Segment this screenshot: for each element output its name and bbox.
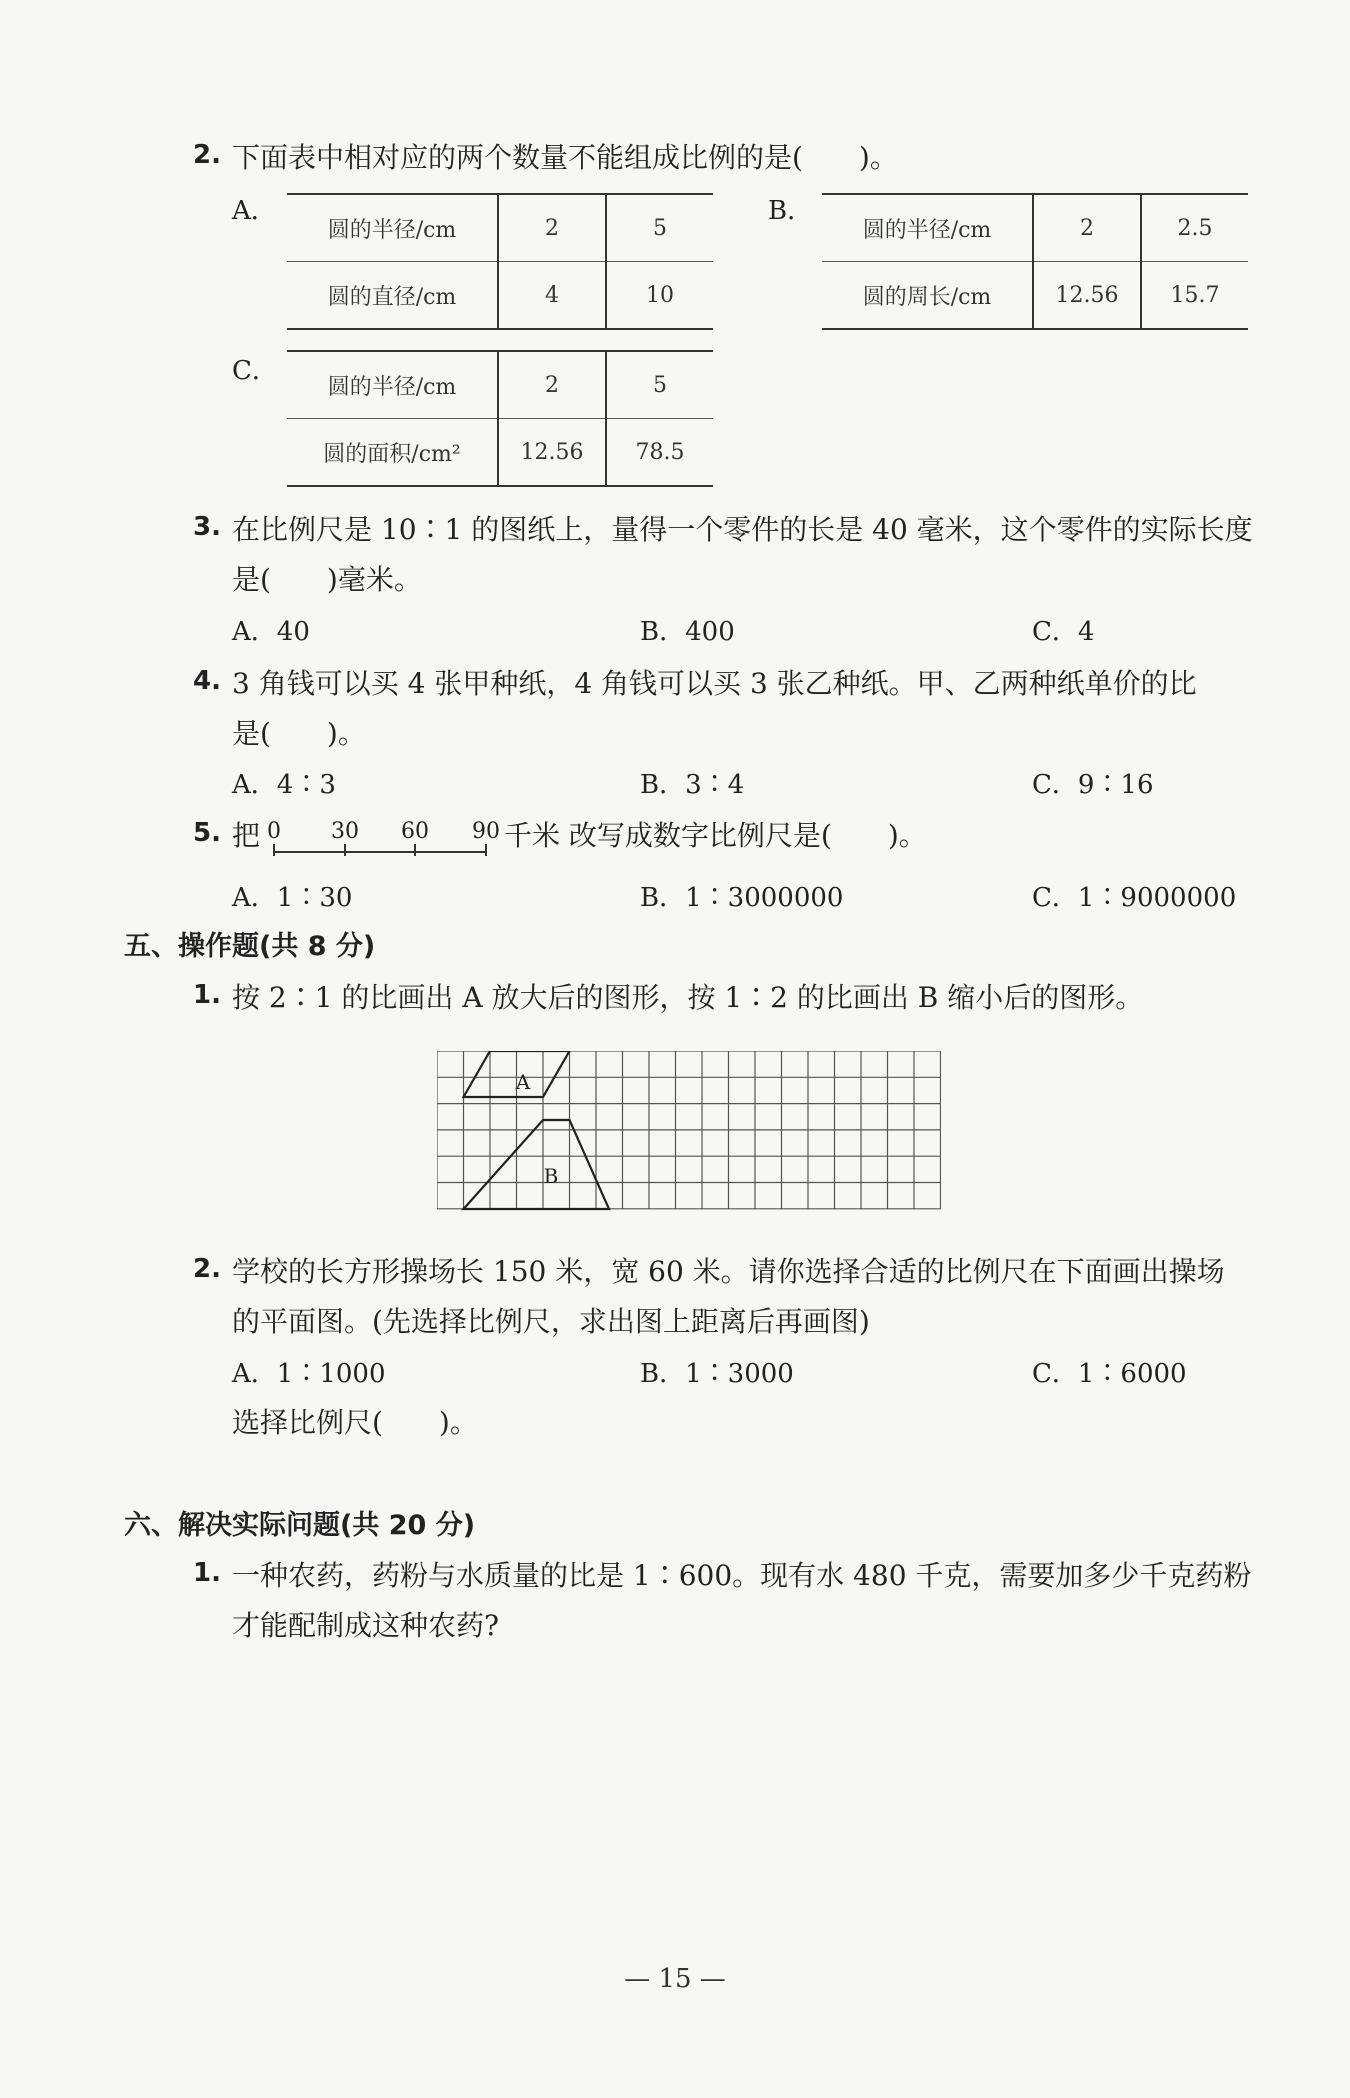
q2-text: 下面表中相对应的两个数量不能组成比例的是( )。 — [232, 141, 898, 174]
s5-q2-number: 2. — [193, 1254, 221, 1284]
q2-option-a-label: A． — [232, 196, 277, 226]
q5-option-b: B．1∶3000000 — [640, 883, 844, 913]
q4-number: 4. — [193, 666, 221, 696]
q4-option-b: B．3∶4 — [640, 770, 745, 800]
s5-q2-line1: 学校的长方形操场长 150 米，宽 60 米。请你选择合适的比例尺在下面画出操场 — [232, 1255, 1225, 1288]
shape-b-trapezoid — [464, 1120, 610, 1209]
s5-q2-line2: 的平面图。(先选择比例尺，求出图上距离后再画图) — [232, 1305, 870, 1338]
q5-number: 5. — [193, 818, 221, 848]
shape-a-label: A — [515, 1070, 531, 1094]
table-cell: 12.56 — [498, 419, 606, 487]
table-row — [287, 262, 713, 330]
q3-line1: 在比例尺是 10∶1 的图纸上，量得一个零件的长是 40 毫米，这个零件的实际长度 — [232, 513, 1253, 546]
table-cell: 10 — [606, 262, 713, 330]
q4-option-c: C．9∶16 — [1032, 770, 1154, 800]
q2-option-c-table — [287, 350, 713, 487]
s5-q2-option-a: A．1∶1000 — [232, 1359, 386, 1389]
q3-option-b: B．400 — [640, 617, 735, 647]
q3-option-a: A．40 — [232, 617, 310, 647]
q3-option-c: C．4 — [1032, 617, 1095, 647]
q3-line2: 是( )毫米。 — [232, 563, 422, 596]
q2-option-b-table — [822, 193, 1248, 330]
table-row — [287, 194, 713, 262]
scale-tick-label: 30 — [331, 819, 359, 844]
q4-line2: 是( )。 — [232, 717, 366, 750]
table-cell: 2 — [498, 194, 606, 262]
q4-option-a: A．4∶3 — [232, 770, 336, 800]
table-cell: 12.56 — [1033, 262, 1141, 330]
table-row — [822, 194, 1248, 262]
s5-q1-text: 按 2∶1 的比画出 A 放大后的图形，按 1∶2 的比画出 B 缩小后的图形。 — [232, 981, 1144, 1014]
s5-q2-option-b: B．1∶3000 — [640, 1359, 794, 1389]
s6-q1-line2: 才能配制成这种农药? — [232, 1609, 500, 1642]
q5-suffix: 千米 改写成数字比例尺是( )。 — [504, 819, 927, 852]
table-cell: 2.5 — [1141, 194, 1248, 262]
table-cell: 圆的直径/cm — [287, 262, 498, 330]
s6-q1-number: 1. — [193, 1558, 221, 1588]
drawing-grid — [437, 1051, 941, 1211]
q3-number: 3. — [193, 512, 221, 542]
table-cell: 78.5 — [606, 419, 713, 487]
table-cell: 5 — [606, 194, 713, 262]
s5-q2-option-c: C．1∶6000 — [1032, 1359, 1187, 1389]
scale-tick-label: 0 — [267, 819, 281, 844]
table-cell: 圆的周长/cm — [822, 262, 1033, 330]
shape-b-label: B — [543, 1164, 559, 1188]
page-number: — 15 — — [624, 1964, 726, 1994]
q4-line1: 3 角钱可以买 4 张甲种纸，4 角钱可以买 3 张乙种纸。甲、乙两种纸单价的比 — [232, 667, 1197, 700]
table-cell: 5 — [606, 351, 713, 419]
section-5-title: 五、操作题(共 8 分) — [124, 931, 376, 962]
line-scale-bar — [262, 812, 502, 862]
table-cell: 圆的面积/cm² — [287, 419, 498, 487]
q2-option-a-table — [287, 193, 713, 330]
table-cell: 圆的半径/cm — [822, 194, 1033, 262]
table-cell: 4 — [498, 262, 606, 330]
table-cell: 2 — [1033, 194, 1141, 262]
q2-number: 2. — [193, 140, 221, 170]
scale-tick-label: 90 — [472, 819, 500, 844]
section-6-title: 六、解决实际问题(共 20 分) — [124, 1510, 476, 1541]
table-cell: 圆的半径/cm — [287, 194, 498, 262]
q5-option-a: A．1∶30 — [232, 883, 353, 913]
table-cell: 15.7 — [1141, 262, 1248, 330]
q2-option-b-label: B． — [768, 196, 814, 226]
table-cell: 2 — [498, 351, 606, 419]
table-row — [287, 351, 713, 419]
q2-option-c-label: C． — [232, 356, 278, 386]
q5-prefix: 把 — [232, 819, 261, 852]
s5-q1-number: 1. — [193, 980, 221, 1010]
table-row — [822, 262, 1248, 330]
q5-option-c: C．1∶9000000 — [1032, 883, 1237, 913]
scale-tick-label: 60 — [401, 819, 429, 844]
s6-q1-line1: 一种农药，药粉与水质量的比是 1∶600。现有水 480 千克，需要加多少千克药粉 — [232, 1559, 1252, 1592]
table-cell: 圆的半径/cm — [287, 351, 498, 419]
s5-q2-choose-scale: 选择比例尺( )。 — [232, 1406, 478, 1439]
table-row — [287, 419, 713, 487]
